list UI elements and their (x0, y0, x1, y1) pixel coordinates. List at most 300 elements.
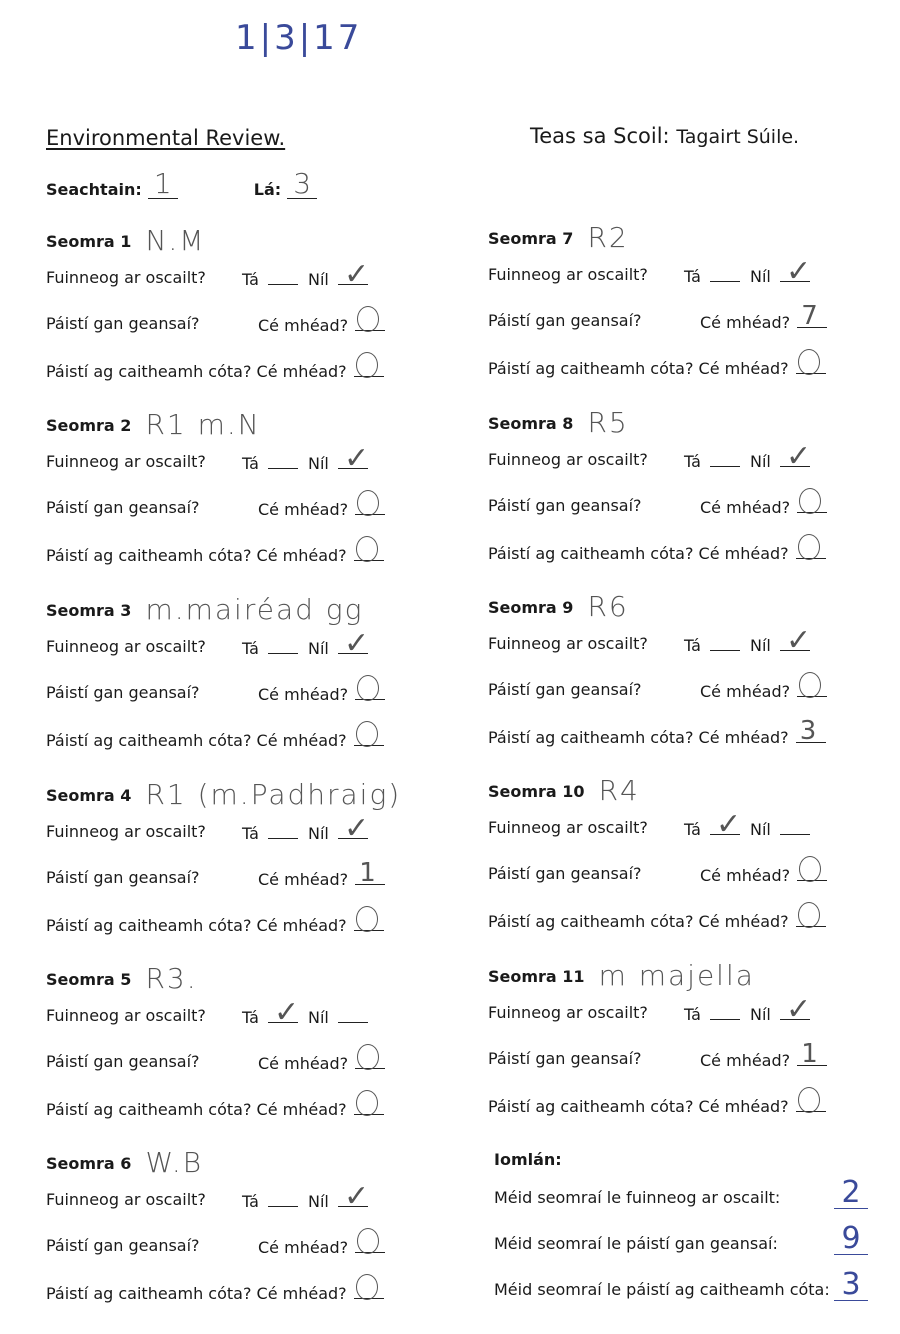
how-many-label: Cé mhéad? (256, 361, 347, 381)
room-heading (488, 959, 888, 992)
how-many-field (355, 857, 385, 888)
how-many-field (355, 496, 385, 515)
room-label: Seomra 5 (46, 969, 132, 989)
coat-label: Páistí ag caitheamh cóta? (46, 730, 252, 750)
ta-field (268, 1188, 298, 1207)
how-many-field (797, 300, 827, 331)
how-many-label: Cé mhéad? (258, 1053, 349, 1073)
window-question: Fuinneog ar oscailt? (488, 817, 648, 837)
window-question: Fuinneog ar oscailt? (46, 451, 206, 471)
room-handwritten-name: m majella (598, 959, 755, 992)
how-many-label: Cé mhéad? (700, 681, 791, 701)
ta-label: Tá (684, 266, 701, 286)
coat-row (488, 896, 888, 942)
no-jumper-question: Páistí gan geansaí? (46, 682, 200, 702)
nil-field (338, 625, 370, 661)
room-block (46, 778, 446, 946)
window-row (46, 623, 446, 669)
how-many-field (796, 908, 826, 927)
ta-field (710, 806, 742, 842)
form-title: Environmental Review. (46, 126, 286, 150)
no-jumper-row (488, 297, 888, 343)
coat-question (46, 727, 384, 750)
room-heading (46, 962, 446, 995)
no-jumper-question: Páistí gan geansaí? (46, 1051, 200, 1071)
nil-field (338, 440, 370, 476)
how-many (258, 312, 385, 335)
day-field (287, 167, 317, 200)
zero-circle-icon (357, 306, 379, 332)
how-many (700, 862, 827, 885)
how-many-label: Cé mhéad? (256, 545, 347, 565)
nil-label: Níl (750, 451, 771, 471)
coat-question (488, 908, 826, 931)
totals-value: 3 (841, 1266, 861, 1302)
totals-section (494, 1150, 884, 1312)
zero-circle-icon (799, 856, 821, 882)
totals-value-field (834, 1220, 868, 1256)
room-block (46, 593, 446, 761)
totals-value: 2 (841, 1174, 861, 1210)
room-handwritten-name: R4 (598, 774, 640, 807)
coat-question (46, 542, 384, 565)
room-heading (488, 221, 888, 254)
tick-mark-icon: ✓ (343, 625, 370, 661)
coat-question (488, 1093, 826, 1116)
room-label: Seomra 1 (46, 231, 132, 251)
nil-option (750, 816, 810, 839)
nil-label: Níl (750, 819, 771, 839)
how-many-label: Cé mhéad? (698, 727, 789, 747)
how-many-field (796, 355, 826, 374)
room-block (46, 962, 446, 1130)
window-row (46, 992, 446, 1038)
coat-question (46, 912, 384, 935)
no-jumper-row (488, 666, 888, 712)
how-many (258, 857, 385, 889)
room-handwritten-name: m.mairéad gg (145, 593, 364, 626)
room-heading (46, 1146, 446, 1179)
coat-label: Páistí ag caitheamh cóta? (488, 358, 694, 378)
how-many-label: Cé mhéad? (256, 730, 347, 750)
coat-label: Páistí ag caitheamh cóta? (46, 545, 252, 565)
how-many-label: Cé mhéad? (698, 358, 789, 378)
how-many-label: Cé mhéad? (258, 499, 349, 519)
room-handwritten-name: R1 (m.Padhraig) (145, 778, 402, 811)
how-many-label: Cé mhéad? (698, 911, 789, 931)
room-handwritten-name: R1 m.N (145, 408, 261, 441)
totals-label: Méid seomraí le páistí ag caitheamh cóta: (494, 1279, 830, 1299)
nil-field (338, 1004, 368, 1023)
how-many-field (797, 678, 827, 697)
how-many-label: Cé mhéad? (256, 915, 347, 935)
tick-mark-icon: ✓ (785, 622, 812, 658)
room-heading (488, 590, 888, 623)
room-heading (46, 408, 446, 441)
subtitle-main: Teas sa Scoil: (530, 124, 670, 148)
count-value: 1 (801, 1038, 818, 1069)
ta-field (710, 448, 740, 467)
how-many-field (354, 1280, 384, 1299)
zero-circle-icon (356, 906, 378, 932)
no-jumper-question: Páistí gan geansaí? (46, 867, 200, 887)
no-jumper-question: Páistí gan geansaí? (46, 313, 200, 333)
no-jumper-question: Páistí gan geansaí? (488, 679, 642, 699)
how-many-field (354, 358, 384, 377)
how-many (258, 681, 385, 704)
tick-mark-icon: ✓ (343, 440, 370, 476)
nil-label: Níl (308, 1191, 329, 1211)
zero-circle-icon (799, 672, 821, 698)
window-question: Fuinneog ar oscailt? (46, 1189, 206, 1209)
totals-label: Méid seomraí le fuinneog ar oscailt: (494, 1187, 781, 1207)
no-jumper-question: Páistí gan geansaí? (46, 497, 200, 517)
zero-circle-icon (356, 721, 378, 747)
ta-label: Tá (242, 638, 259, 658)
subtitle-sub: Tagairt Súile. (676, 126, 800, 148)
handwritten-date: 1|3|17 (235, 18, 363, 58)
how-many-label: Cé mhéad? (700, 312, 791, 332)
how-many-field (354, 727, 384, 746)
no-jumper-row (46, 300, 446, 346)
nil-option (308, 1004, 368, 1027)
ta-option (684, 1001, 740, 1024)
count-value: 1 (359, 857, 376, 888)
window-question: Fuinneog ar oscailt? (488, 1002, 648, 1022)
how-many-label: Cé mhéad? (258, 315, 349, 335)
how-many (258, 1050, 385, 1073)
week-field (148, 167, 178, 200)
nil-option (308, 1178, 370, 1214)
how-many-label: Cé mhéad? (256, 1283, 347, 1303)
how-many-label: Cé mhéad? (256, 1099, 347, 1119)
ta-option (242, 820, 298, 843)
how-many (700, 300, 827, 332)
room-handwritten-name: R5 (587, 406, 629, 439)
how-many-field (354, 1096, 384, 1115)
zero-circle-icon (357, 490, 379, 516)
coat-row (46, 1084, 446, 1130)
nil-label: Níl (308, 638, 329, 658)
how-many (700, 678, 827, 701)
room-label: Seomra 4 (46, 785, 132, 805)
window-row (46, 808, 446, 854)
zero-circle-icon (356, 1274, 378, 1300)
ta-field (268, 820, 298, 839)
zero-circle-icon (357, 1044, 379, 1070)
room-label: Seomra 6 (46, 1153, 132, 1173)
coat-row (46, 1268, 446, 1314)
day-value: 3 (293, 167, 312, 200)
coat-question (46, 358, 384, 381)
how-many-field (797, 494, 827, 513)
room-handwritten-name: R6 (587, 590, 629, 623)
nil-label: Níl (308, 823, 329, 843)
ta-field (710, 1001, 740, 1020)
how-many-label: Cé mhéad? (698, 1096, 789, 1116)
nil-option (750, 253, 812, 289)
coat-question (46, 1280, 384, 1303)
ta-field (268, 994, 300, 1030)
coat-label: Páistí ag caitheamh cóta? (488, 1096, 694, 1116)
ta-field (268, 450, 298, 469)
no-jumper-question: Páistí gan geansaí? (488, 1048, 642, 1068)
zero-circle-icon (798, 902, 820, 928)
count-value: 3 (799, 715, 817, 746)
no-jumper-row (46, 1038, 446, 1084)
coat-row (46, 715, 446, 761)
nil-field (338, 256, 370, 292)
totals-value-field (834, 1266, 868, 1302)
room-label: Seomra 7 (488, 228, 574, 248)
how-many-field (355, 1234, 385, 1253)
how-many-field (796, 540, 826, 559)
coat-question (488, 540, 826, 563)
no-jumper-row (488, 1035, 888, 1081)
ta-option (242, 635, 298, 658)
how-many-field (355, 312, 385, 331)
zero-circle-icon (357, 675, 379, 701)
ta-label: Tá (242, 1191, 259, 1211)
totals-value-field (834, 1174, 868, 1210)
coat-row (488, 712, 888, 758)
room-heading (46, 778, 446, 811)
nil-field (780, 816, 810, 835)
room-label: Seomra 3 (46, 600, 132, 620)
window-question: Fuinneog ar oscailt? (46, 267, 206, 287)
room-block (488, 406, 888, 574)
nil-field (780, 438, 812, 474)
room-heading (488, 774, 888, 807)
how-many-field (796, 715, 826, 746)
window-question: Fuinneog ar oscailt? (46, 821, 206, 841)
zero-circle-icon (799, 488, 821, 514)
window-question: Fuinneog ar oscailt? (46, 1005, 206, 1025)
how-many (258, 1234, 385, 1257)
how-many-label: Cé mhéad? (700, 1050, 791, 1070)
room-block (488, 959, 888, 1127)
ta-label: Tá (242, 269, 259, 289)
no-jumper-row (46, 1222, 446, 1268)
coat-label: Páistí ag caitheamh cóta? (46, 1099, 252, 1119)
window-row (488, 989, 888, 1035)
how-many (700, 494, 827, 517)
ta-option (684, 806, 742, 842)
ta-field (710, 632, 740, 651)
nil-field (780, 622, 812, 658)
ta-option (684, 448, 740, 471)
day-label: Lá: (253, 180, 282, 199)
nil-option (750, 438, 812, 474)
no-jumper-question: Páistí gan geansaí? (46, 1235, 200, 1255)
tick-mark-icon: ✓ (716, 806, 742, 842)
room-handwritten-name: R2 (587, 221, 629, 254)
no-jumper-row (46, 484, 446, 530)
ta-option (242, 266, 298, 289)
zero-circle-icon (356, 1090, 378, 1116)
room-block (488, 590, 888, 758)
ta-label: Tá (242, 453, 259, 473)
week-day-line (46, 167, 317, 200)
coat-label: Páistí ag caitheamh cóta? (488, 727, 694, 747)
nil-field (338, 1178, 370, 1214)
ta-label: Tá (684, 1004, 701, 1024)
room-handwritten-name: N.M (145, 224, 206, 257)
ta-label: Tá (684, 451, 701, 471)
how-many-field (797, 862, 827, 881)
window-row (488, 251, 888, 297)
nil-field (338, 810, 370, 846)
nil-label: Níl (750, 1004, 771, 1024)
tick-mark-icon: ✓ (785, 253, 812, 289)
totals-heading: Iomlán: (494, 1150, 562, 1169)
how-many-label: Cé mhéad? (700, 865, 791, 885)
how-many-label: Cé mhéad? (698, 543, 789, 563)
how-many-field (354, 542, 384, 561)
ta-option (242, 450, 298, 473)
nil-label: Níl (308, 269, 329, 289)
coat-label: Páistí ag caitheamh cóta? (488, 543, 694, 563)
coat-row (46, 530, 446, 576)
ta-option (684, 263, 740, 286)
tick-mark-icon: ✓ (343, 1178, 370, 1214)
window-row (46, 1176, 446, 1222)
no-jumper-question: Páistí gan geansaí? (488, 495, 642, 515)
ta-label: Tá (684, 819, 701, 839)
window-row (488, 436, 888, 482)
room-label: Seomra 10 (488, 781, 585, 801)
coat-label: Páistí ag caitheamh cóta? (46, 361, 252, 381)
nil-option (750, 991, 812, 1027)
ta-label: Tá (242, 823, 259, 843)
room-heading (488, 406, 888, 439)
totals-value: 9 (841, 1220, 861, 1256)
nil-option (308, 256, 370, 292)
coat-question (46, 1096, 384, 1119)
room-handwritten-name: R3. (145, 962, 198, 995)
coat-label: Páistí ag caitheamh cóta? (46, 915, 252, 935)
ta-label: Tá (684, 635, 701, 655)
tick-mark-icon: ✓ (785, 991, 812, 1027)
totals-row (494, 1174, 884, 1220)
nil-option (308, 440, 370, 476)
room-label: Seomra 8 (488, 413, 574, 433)
how-many (700, 1038, 827, 1070)
window-question: Fuinneog ar oscailt? (46, 636, 206, 656)
nil-label: Níl (308, 1007, 329, 1027)
week-value: 1 (153, 167, 172, 200)
room-label: Seomra 11 (488, 966, 585, 986)
coat-question (488, 355, 826, 378)
coat-row (46, 900, 446, 946)
no-jumper-row (488, 482, 888, 528)
how-many-field (797, 1038, 827, 1069)
ta-label: Tá (242, 1007, 259, 1027)
how-many-label: Cé mhéad? (258, 684, 349, 704)
how-many-label: Cé mhéad? (700, 497, 791, 517)
window-row (488, 804, 888, 850)
window-row (46, 254, 446, 300)
week-label: Seachtain: (46, 180, 142, 199)
no-jumper-question: Páistí gan geansaí? (488, 863, 642, 883)
tick-mark-icon: ✓ (343, 256, 370, 292)
form-subtitle (530, 124, 799, 148)
room-block (46, 408, 446, 576)
ta-field (710, 263, 740, 282)
ta-option (684, 632, 740, 655)
no-jumper-row (488, 850, 888, 896)
room-block (46, 224, 446, 392)
coat-question (488, 715, 826, 747)
how-many-label: Cé mhéad? (258, 1237, 349, 1257)
ta-field (268, 635, 298, 654)
totals-row (494, 1266, 884, 1312)
nil-label: Níl (750, 635, 771, 655)
no-jumper-row (46, 854, 446, 900)
zero-circle-icon (798, 534, 820, 560)
window-question: Fuinneog ar oscailt? (488, 449, 648, 469)
window-row (488, 620, 888, 666)
how-many (258, 496, 385, 519)
totals-label: Méid seomraí le páistí gan geansaí: (494, 1233, 778, 1253)
ta-option (242, 994, 300, 1030)
zero-circle-icon (357, 1228, 379, 1254)
nil-label: Níl (750, 266, 771, 286)
room-label: Seomra 2 (46, 415, 132, 435)
coat-row (488, 528, 888, 574)
totals-row (494, 1220, 884, 1266)
nil-label: Níl (308, 453, 329, 473)
tick-mark-icon: ✓ (274, 994, 300, 1030)
window-row (46, 438, 446, 484)
how-many-field (355, 1050, 385, 1069)
tick-mark-icon: ✓ (785, 438, 812, 474)
count-value: 7 (801, 300, 818, 331)
nil-option (308, 810, 370, 846)
coat-row (488, 343, 888, 389)
ta-option (242, 1188, 298, 1211)
how-many-label: Cé mhéad? (258, 869, 349, 889)
no-jumper-row (46, 669, 446, 715)
zero-circle-icon (356, 536, 378, 562)
how-many-field (796, 1093, 826, 1112)
room-label: Seomra 9 (488, 597, 574, 617)
window-question: Fuinneog ar oscailt? (488, 264, 648, 284)
coat-label: Páistí ag caitheamh cóta? (488, 911, 694, 931)
nil-field (780, 253, 812, 289)
coat-row (488, 1081, 888, 1127)
coat-label: Páistí ag caitheamh cóta? (46, 1283, 252, 1303)
zero-circle-icon (798, 349, 820, 375)
room-block (488, 221, 888, 389)
how-many-field (354, 912, 384, 931)
tick-mark-icon: ✓ (343, 810, 370, 846)
room-heading (46, 224, 446, 257)
no-jumper-question: Páistí gan geansaí? (488, 310, 642, 330)
zero-circle-icon (798, 1087, 820, 1113)
room-heading (46, 593, 446, 626)
room-handwritten-name: W.B (145, 1146, 204, 1179)
window-question: Fuinneog ar oscailt? (488, 633, 648, 653)
how-many-field (355, 681, 385, 700)
nil-option (308, 625, 370, 661)
nil-option (750, 622, 812, 658)
zero-circle-icon (356, 352, 378, 378)
room-block (488, 774, 888, 942)
room-block (46, 1146, 446, 1314)
coat-row (46, 346, 446, 392)
ta-field (268, 266, 298, 285)
